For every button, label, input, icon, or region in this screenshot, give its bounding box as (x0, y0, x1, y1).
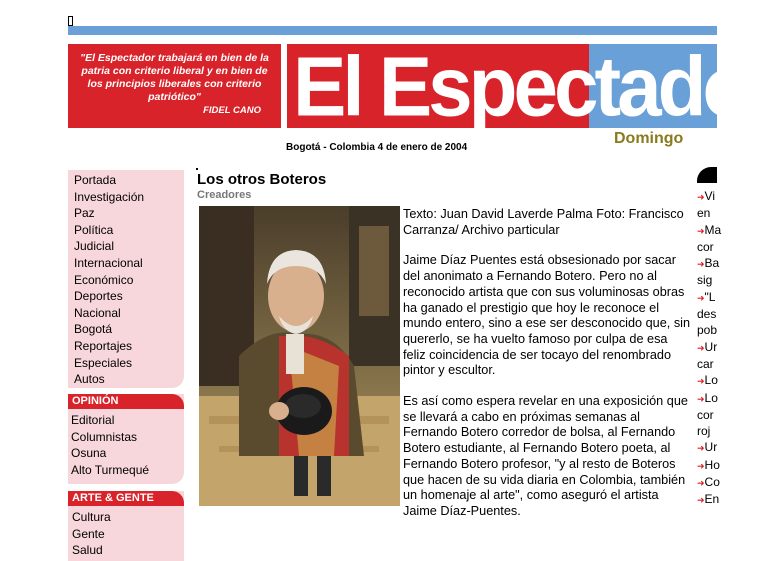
side-list-item[interactable] (697, 322, 717, 338)
article-paragraph-1: Jaime Díaz Puentes está obsesionado por sacar del anonimato a Fernando Botero. Pero no al reconocido artista que con sus voluminosas obras ha ganado el prestigio que hoy le reconoce el mundo entero, sino a ese ser desconocido que, sin quererlo, se ha vuelto famoso por culpa de esa feliz coincidencia de ser tocayo del renombrado pintor y escultor. (403, 253, 691, 378)
nav-item-judicial[interactable]: Judicial (74, 239, 115, 254)
side-list-item[interactable] (697, 390, 717, 407)
nav-item-paz[interactable]: Paz (74, 206, 95, 221)
side-list-label: Ur (704, 440, 718, 455)
side-list-item[interactable] (697, 205, 717, 221)
side-list-label: en (697, 206, 711, 221)
newspaper-logo[interactable] (287, 38, 775, 134)
photo-float-space (197, 207, 403, 509)
nav-opinion-title: OPINIÓN (68, 394, 184, 409)
dateline: Bogotá - Colombia 4 de enero de 2004 (286, 142, 468, 153)
arrow-bullet-icon: ➜ (697, 342, 705, 353)
nav-item-salud[interactable]: Salud (72, 543, 103, 558)
side-list-label: cor (697, 407, 714, 422)
arrow-bullet-icon: ➜ (697, 192, 705, 202)
side-list-item[interactable] (697, 457, 720, 474)
nav-arte-title: ARTE & GENTE (68, 491, 184, 506)
nav-item-cultura[interactable]: Cultura (72, 510, 111, 524)
side-list-label: Ma (704, 222, 722, 237)
side-list-label: des (697, 307, 717, 322)
nav-arte-menu (68, 491, 184, 561)
logo-text: El Espectador (293, 38, 775, 134)
nav-item-alto-turmequ-[interactable]: Alto Turmequé (71, 462, 150, 477)
side-list-label: pob (697, 323, 718, 338)
side-list-label: cor (697, 239, 714, 254)
nav-item-econ-mico[interactable]: Económico (74, 272, 134, 287)
side-list-item[interactable] (697, 423, 717, 439)
article-headline: Los otros Boteros (197, 171, 327, 188)
side-list-item[interactable] (697, 289, 717, 306)
side-list-item[interactable] (697, 272, 717, 288)
side-list-item[interactable] (697, 407, 717, 423)
nav-item-pol-tica[interactable]: Política (74, 222, 114, 237)
side-list-item[interactable] (697, 491, 720, 508)
side-list-label: Vi (704, 189, 715, 203)
side-list-item[interactable] (697, 239, 717, 255)
arrow-bullet-icon: ➜ (697, 292, 705, 303)
side-list-label: Ur (704, 339, 718, 354)
side-list-label: sig (697, 273, 713, 288)
arrow-bullet-icon: ➜ (697, 478, 705, 489)
arrow-bullet-icon: ➜ (697, 393, 705, 404)
masthead (68, 35, 775, 134)
nav-item-portada[interactable]: Portada (74, 173, 117, 187)
article-paragraph-2: Es así como espera revelar en una exposición que se llevará a cabo en próximas semanas al Fernando Botero corredor de bolsa, al Fernando Botero estudiante, al Fernando Botero poeta, al Fernando Botero profesor, "y al resto de Boteros que hacen de su vida diaria en Colombia, también un homenaje al arte", como aseguró el artista Jaime Díaz-Puentes. (403, 394, 688, 518)
nav-item-autos[interactable]: Autos (74, 372, 105, 387)
nav-item-especiales[interactable]: Especiales (74, 355, 133, 370)
side-list-item[interactable] (697, 356, 717, 372)
nav-item-gente[interactable]: Gente (72, 526, 105, 541)
side-list-item[interactable] (697, 474, 720, 491)
right-column-tab (697, 167, 717, 183)
side-list-item[interactable] (697, 255, 720, 272)
side-list-label: Ho (704, 457, 720, 472)
nav-item-reportajes[interactable]: Reportajes (74, 338, 133, 353)
nav-item-internacional[interactable]: Internacional (74, 255, 143, 270)
side-list-label: Lo (704, 373, 718, 388)
nav-opinion-menu (68, 394, 184, 484)
side-list-label: roj (697, 424, 711, 439)
side-list-item[interactable] (697, 222, 722, 239)
nav-item-columnistas[interactable]: Columnistas (71, 429, 138, 444)
side-list-label: Ba (704, 256, 720, 271)
side-list-label: "L (704, 289, 716, 304)
side-list-item[interactable] (697, 372, 717, 389)
nav-item-osuna[interactable]: Osuna (71, 446, 107, 461)
right-column-list (697, 188, 722, 509)
arrow-bullet-icon: ➜ (697, 259, 705, 270)
side-list-item[interactable] (697, 439, 717, 456)
nav-item-deportes[interactable]: Deportes (74, 289, 123, 304)
arrow-bullet-icon: ➜ (697, 376, 705, 387)
nav-item-nacional[interactable]: Nacional (74, 305, 121, 320)
nav-item-bogot-[interactable]: Bogotá (74, 322, 113, 337)
nav-main-menu (68, 170, 184, 388)
side-list-item[interactable] (697, 306, 717, 322)
side-list-label: Co (704, 475, 720, 490)
nav-item-investigaci-n[interactable]: Investigación (74, 189, 145, 204)
arrow-bullet-icon: ➜ (697, 225, 705, 236)
arrow-bullet-icon: ➜ (697, 460, 705, 471)
side-list-item[interactable] (697, 339, 717, 356)
content-marker (196, 168, 198, 170)
arrow-bullet-icon: ➜ (697, 495, 705, 506)
masthead-top-bar (68, 26, 717, 35)
side-list-label: En (704, 492, 720, 507)
day-name: Domingo (614, 130, 684, 147)
article-credits: Texto: Juan David Laverde Palma Foto: Francisco Carranza/ Archivo particular (403, 207, 684, 237)
article-body (197, 207, 693, 535)
article-section: Creadores (197, 189, 252, 201)
nav-item-editorial[interactable]: Editorial (71, 413, 115, 427)
arrow-bullet-icon: ➜ (697, 443, 705, 454)
masthead-quote (68, 44, 281, 128)
quote-text: "El Espectador trabajará en bien de la patria con criterio liberal y en bien de los principios liberales con criterio patriótico" (80, 52, 269, 103)
quote-author: FIDEL CANO (203, 105, 261, 116)
side-list-label: car (697, 356, 714, 371)
side-list-label: Lo (704, 390, 718, 405)
side-list-item[interactable] (697, 188, 717, 205)
text-cursor-marker (68, 16, 73, 26)
